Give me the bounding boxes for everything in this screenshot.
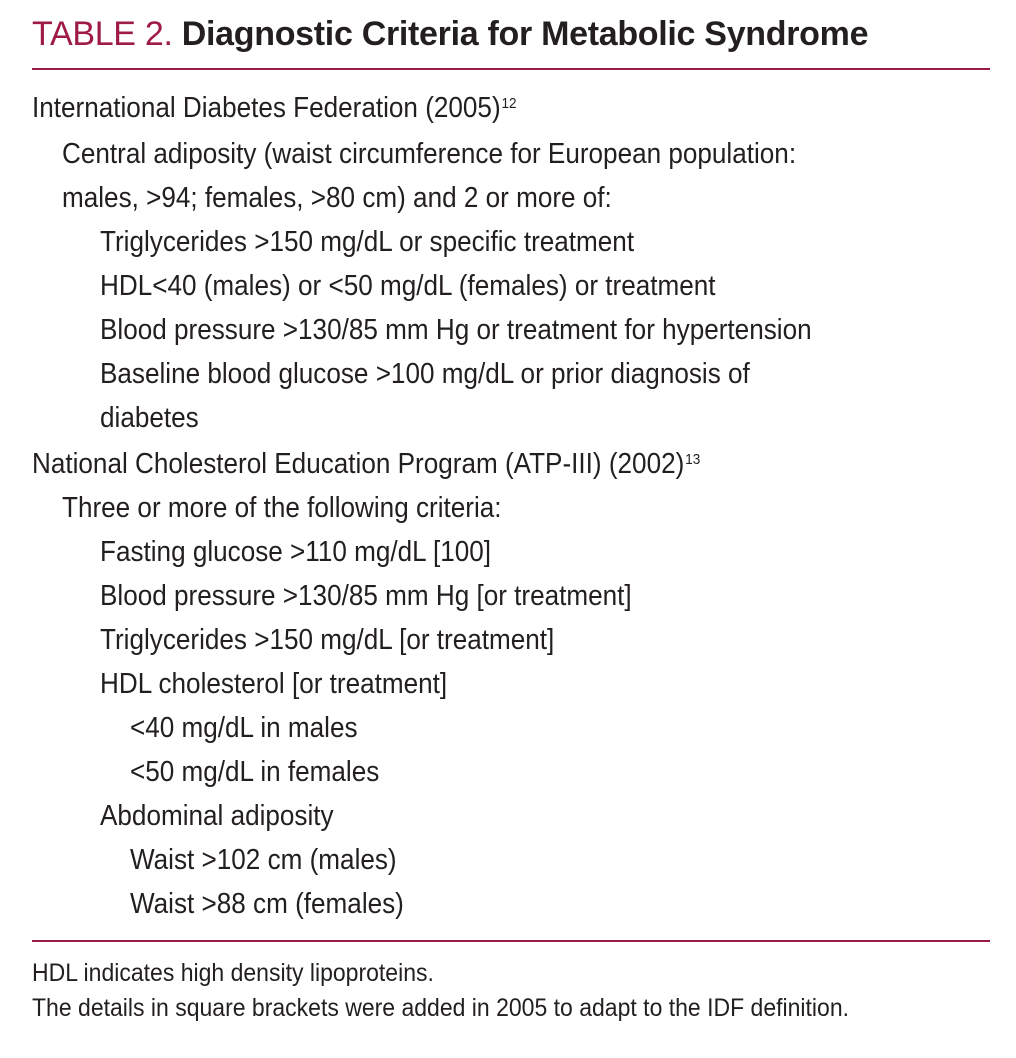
idf-criterion-glucose: Baseline blood glucose >100 mg/dL or prior diagnosis of <box>100 358 750 390</box>
atp-criterion-fasting-glucose: Fasting glucose >110 mg/dL [100] <box>100 536 492 568</box>
atp-criterion-blood-pressure: Blood pressure >130/85 mm Hg [or treatment] <box>100 580 632 612</box>
idf-central-line-2: males, >94; females, >80 cm) and 2 or more of: <box>62 182 612 214</box>
table-label: TABLE 2. <box>32 15 173 53</box>
idf-reference: 12 <box>501 95 517 112</box>
table-name: Diagnostic Criteria for Metabolic Syndrome <box>181 15 869 53</box>
atp-criterion-triglycerides: Triglycerides >150 mg/dL [or treatment] <box>100 624 555 656</box>
idf-criterion-blood-pressure: Blood pressure >130/85 mm Hg or treatment for hypertension <box>100 314 812 346</box>
atp-heading-row <box>32 446 700 482</box>
atp-heading: National Cholesterol Education Program (ATP-III) (2002) <box>32 448 685 480</box>
bottom-divider <box>32 940 990 942</box>
idf-criterion-glucose-cont: diabetes <box>100 402 199 434</box>
atp-reference: 13 <box>685 451 701 468</box>
footnote-hdl: HDL indicates high density lipoproteins. <box>32 959 434 987</box>
footnote-brackets: The details in square brackets were added in 2005 to adapt to the IDF definition. <box>32 994 850 1022</box>
idf-heading: International Diabetes Federation (2005) <box>32 92 501 124</box>
atp-hdl-males: <40 mg/dL in males <box>130 712 358 744</box>
idf-heading-row <box>32 90 517 126</box>
idf-criterion-hdl: HDL<40 (males) or <50 mg/dL (females) or treatment <box>100 270 716 302</box>
atp-intro: Three or more of the following criteria: <box>62 492 502 524</box>
atp-criterion-abdominal: Abdominal adiposity <box>100 800 334 832</box>
atp-hdl-females: <50 mg/dL in females <box>130 756 380 788</box>
atp-criterion-hdl: HDL cholesterol [or treatment] <box>100 668 448 700</box>
atp-waist-females: Waist >88 cm (females) <box>130 888 404 920</box>
idf-criterion-triglycerides: Triglycerides >150 mg/dL or specific treatment <box>100 226 635 258</box>
table-title <box>32 14 868 54</box>
atp-waist-males: Waist >102 cm (males) <box>130 844 397 876</box>
top-divider <box>32 68 990 70</box>
idf-central-line-1: Central adiposity (waist circumference for European population: <box>62 138 797 170</box>
